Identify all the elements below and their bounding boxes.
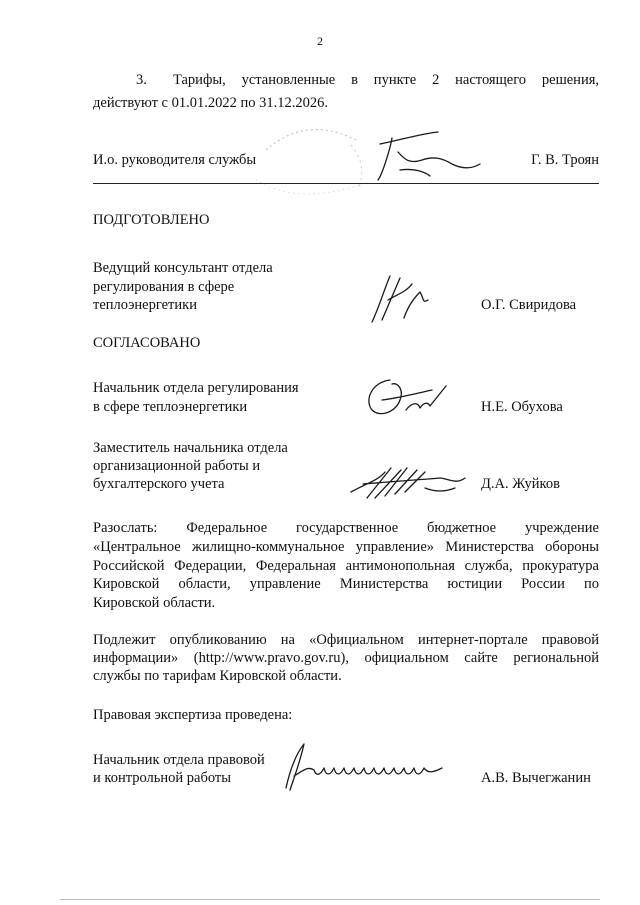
head-position: И.о. руководителя службы <box>93 152 257 168</box>
agreed-signer-1-position-line-2: в сфере теплоэнергетики <box>93 399 248 415</box>
distribution-line-4: Кировской области, управление Министерства юстиции России по <box>93 576 599 592</box>
clause-number: 3. <box>136 72 147 88</box>
distribution-line-1: Разослать: Федеральное государственное бюджетное учреждение <box>93 520 599 536</box>
clause-first-line: Тарифы, установленные в пункте 2 настоящего решения, <box>173 72 599 88</box>
prepared-position-line-1: Ведущий консультант отдела <box>93 260 273 276</box>
publication-line-2: информации» (http://www.pravo.gov.ru), официальном сайте региональной <box>93 650 599 666</box>
prepared-signature <box>368 270 438 325</box>
clause-second-line: действуют с 01.01.2022 по 31.12.2026. <box>93 95 328 111</box>
agreed-heading: СОГЛАСОВАНО <box>93 335 201 351</box>
prepared-position-line-2: регулирования в сфере <box>93 279 235 295</box>
stamp-imprint <box>246 110 376 210</box>
head-name: Г. В. Троян <box>531 152 599 168</box>
agreed-signer-1-signature <box>362 372 452 422</box>
legal-review-name: А.В. Вычегжанин <box>481 770 591 786</box>
divider-line <box>93 183 599 184</box>
distribution-line-2: «Центральное жилищно-коммунальное управление» Министерства обороны <box>93 539 599 555</box>
agreed-signer-2-position-line-2: организационной работы и <box>93 458 261 474</box>
distribution-line-3: Российской Федерации, Федеральная антимонопольная служба, прокуратура <box>93 558 599 574</box>
prepared-heading: ПОДГОТОВЛЕНО <box>93 212 210 228</box>
agreed-signer-2-position-line-1: Заместитель начальника отдела <box>93 440 288 456</box>
legal-review-signature <box>274 740 464 795</box>
page-bottom-edge <box>60 899 600 900</box>
prepared-name: О.Г. Свиридова <box>481 297 577 313</box>
legal-review-statement: Правовая экспертиза проведена: <box>93 707 293 723</box>
publication-line-3: службы по тарифам Кировской области. <box>93 668 342 684</box>
legal-review-position-line-2: и контрольной работы <box>93 770 231 786</box>
publication-line-1: Подлежит опубликованию на «Официальном интернет-портале правовой <box>93 632 599 648</box>
agreed-signer-1-position-line-1: Начальник отдела регулирования <box>93 380 299 396</box>
agreed-signer-2-signature <box>345 458 475 503</box>
agreed-signer-2-position-line-3: бухгалтерского учета <box>93 476 225 492</box>
prepared-position-line-3: теплоэнергетики <box>93 297 197 313</box>
page-number: 2 <box>317 34 323 48</box>
distribution-line-5: Кировской области. <box>93 595 216 611</box>
agreed-signer-2-name: Д.А. Жуйков <box>481 476 560 492</box>
legal-review-position-line-1: Начальник отдела правовой <box>93 752 265 768</box>
agreed-signer-1-name: Н.Е. Обухова <box>481 399 563 415</box>
